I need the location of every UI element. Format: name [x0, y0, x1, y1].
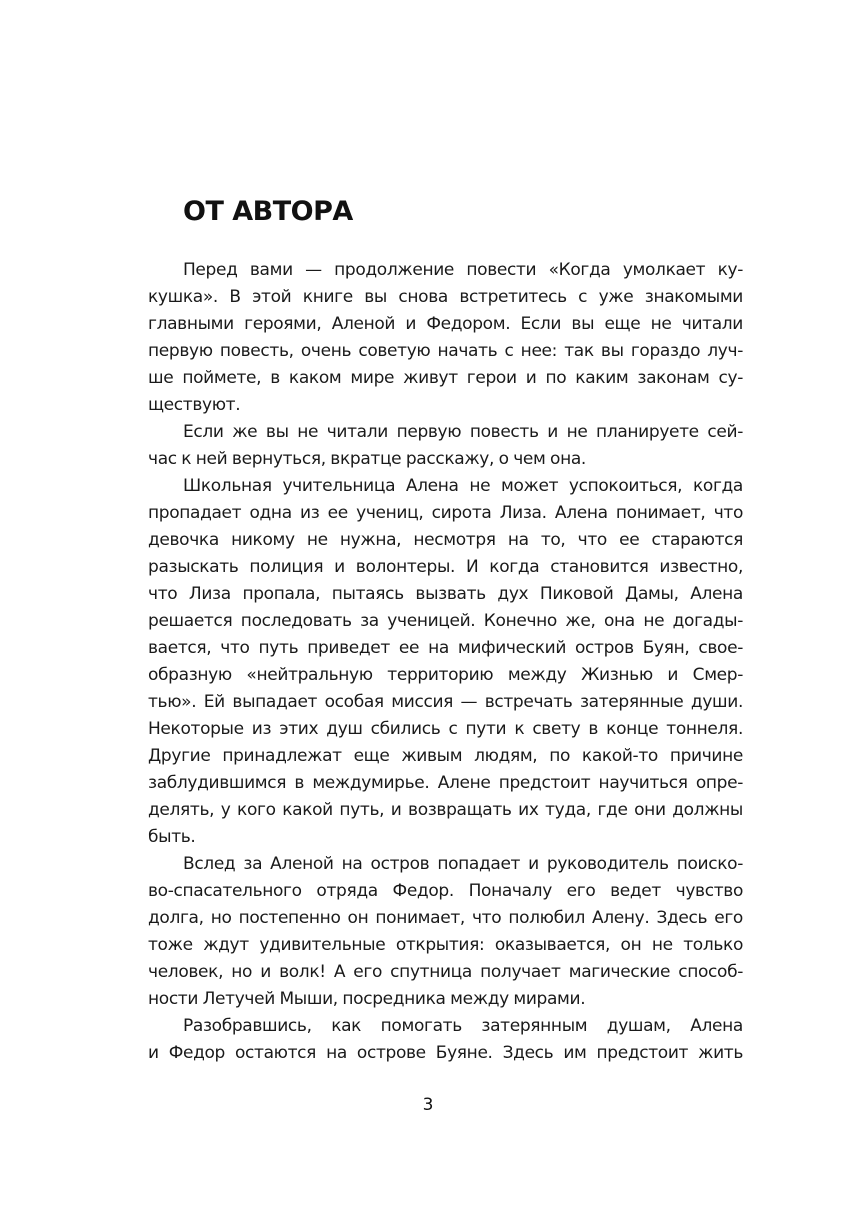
text-line: Вслед за Аленой на остров попадает и руководитель поиско-	[183, 854, 743, 874]
text-line: час к ней вернуться, вкратце расскажу, о чем она.	[148, 449, 586, 469]
text-line: Некоторые из этих душ сбились с пути к свету в конце тоннеля.	[148, 719, 743, 739]
paragraph	[148, 473, 743, 851]
text-line: разыскать полиция и волонтеры. И когда становится известно,	[148, 557, 743, 577]
text-line: Если же вы не читали первую повесть и не планируете сей-	[183, 422, 743, 442]
text-line: первую повесть, очень советую начать с нее: так вы гораздо луч-	[148, 341, 743, 361]
paragraph	[148, 851, 743, 1013]
text-line: и Федор остаются на острове Буяне. Здесь им предстоит жить	[148, 1043, 743, 1063]
chapter-heading: ОТ АВТОРА	[183, 196, 353, 227]
text-line: Другие принадлежат еще живым людям, по какой-то причине	[148, 746, 743, 766]
body-text	[148, 257, 743, 1067]
paragraph	[148, 257, 743, 419]
page-number: 3	[422, 1095, 434, 1115]
text-line: ше поймете, в каком мире живут герои и по каким законам су-	[148, 368, 743, 388]
text-line: пропадает одна из ее учениц, сирота Лиза. Алена понимает, что	[148, 503, 743, 523]
text-line: Школьная учительница Алена не может успокоиться, когда	[183, 476, 743, 496]
text-line: Разобравшись, как помогать затерянным душам, Алена	[183, 1016, 743, 1036]
text-line: главными героями, Аленой и Федором. Если вы еще не читали	[148, 314, 743, 334]
text-line: тью». Ей выпадает особая миссия — встречать затерянные души.	[148, 692, 743, 712]
text-line: что Лиза пропала, пытаясь вызвать дух Пиковой Дамы, Алена	[148, 584, 743, 604]
text-line: тоже ждут удивительные открытия: оказывается, он не только	[148, 935, 743, 955]
text-line: делять, у кого какой путь, и возвращать их туда, где они должны	[148, 800, 743, 820]
text-line: долга, но постепенно он понимает, что полюбил Алену. Здесь его	[148, 908, 743, 928]
text-line: Перед вами — продолжение повести «Когда умолкает ку-	[183, 260, 743, 280]
text-line: решается последовать за ученицей. Конечно же, она не догады-	[148, 611, 743, 631]
text-line: ществуют.	[148, 395, 241, 415]
paragraph	[148, 419, 743, 473]
text-line: кушка». В этой книге вы снова встретитесь с уже знакомыми	[148, 287, 743, 307]
text-line: заблудившимся в междумирье. Алене предстоит научиться опре-	[148, 773, 743, 793]
text-line: вается, что путь приведет ее на мифический остров Буян, свое-	[148, 638, 743, 658]
text-line: быть.	[148, 827, 196, 847]
text-line: человек, но и волк! А его спутница получает магические способ-	[148, 962, 743, 982]
text-line: во-спасательного отряда Федор. Поначалу его ведет чувство	[148, 881, 743, 901]
text-line: девочка никому не нужна, несмотря на то, что ее стараются	[148, 530, 743, 550]
paragraph	[148, 1013, 743, 1067]
text-line: образную «нейтральную территорию между Жизнью и Смер-	[148, 665, 743, 685]
text-line: ности Летучей Мыши, посредника между мирами.	[148, 989, 586, 1009]
